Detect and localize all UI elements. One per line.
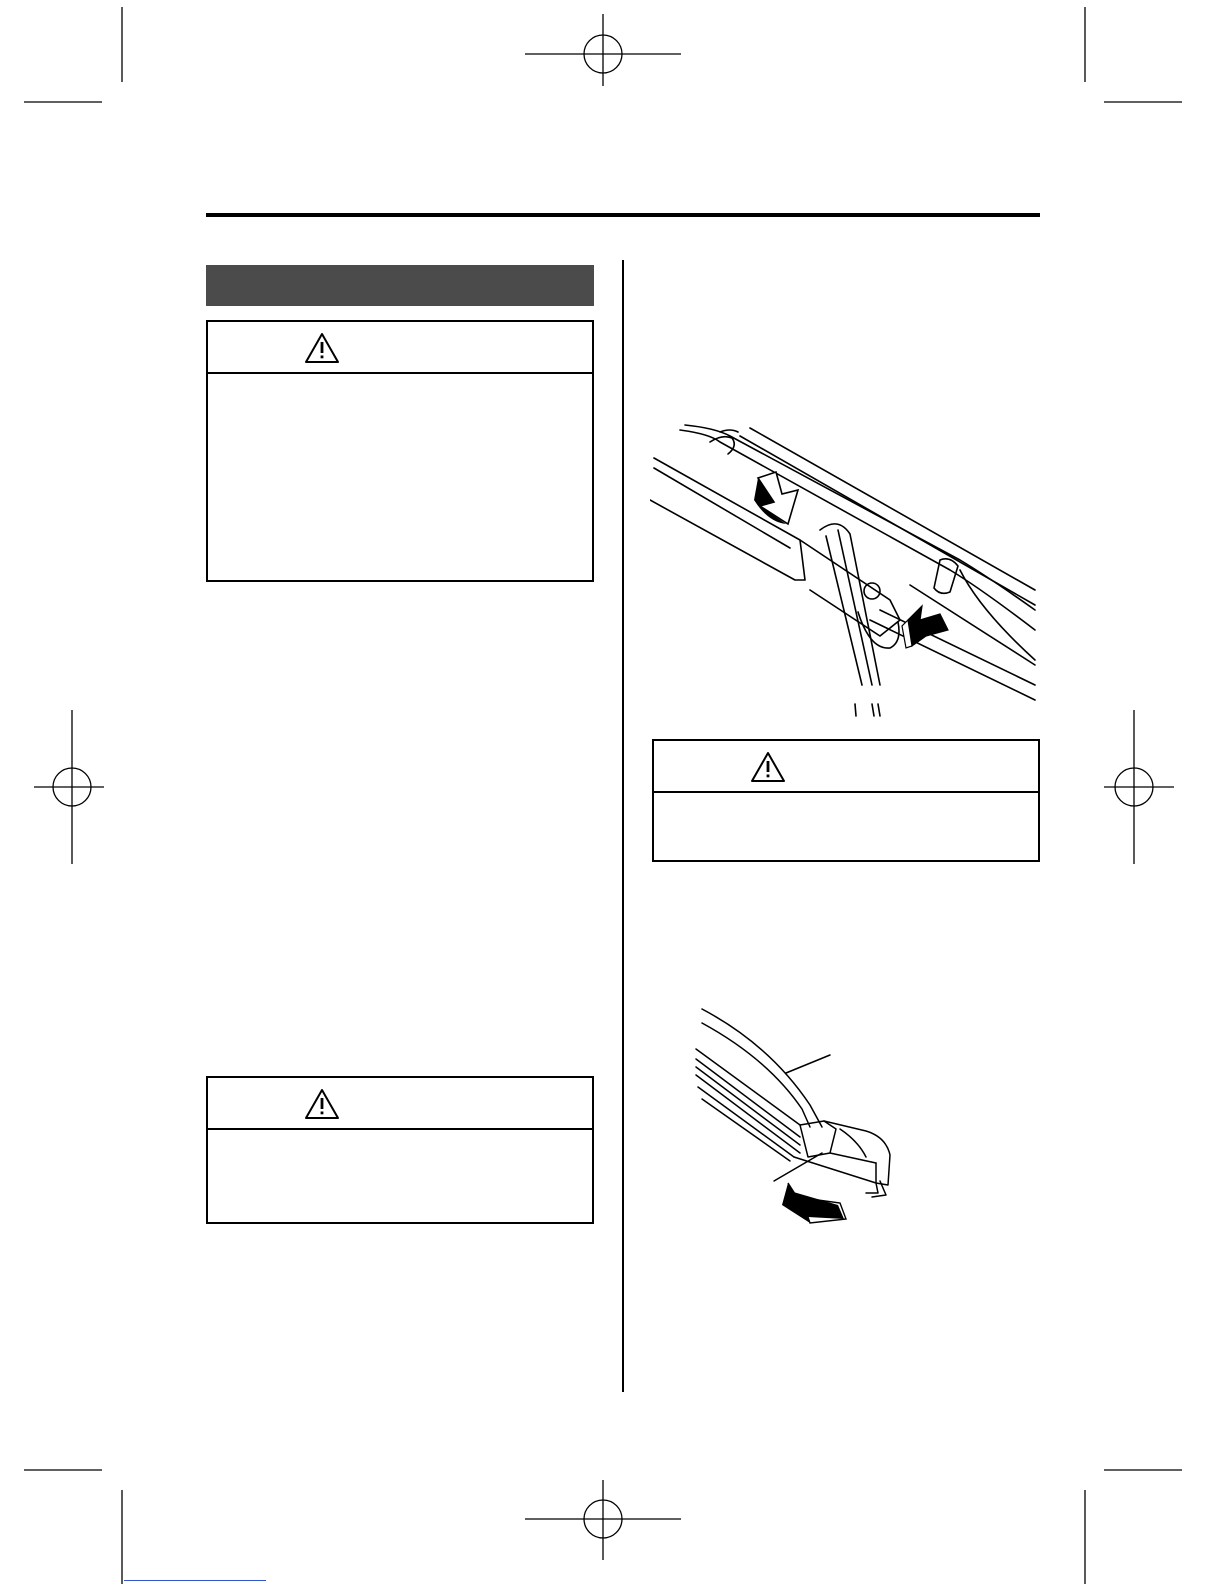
warning-box-1 — [206, 320, 594, 582]
warning-box-2 — [206, 1076, 594, 1224]
wiper-arm-illustration — [650, 420, 1040, 720]
warning-header — [208, 322, 592, 374]
section-heading-bar — [206, 265, 594, 306]
warning-header — [208, 1078, 592, 1130]
warning-box-3 — [652, 739, 1040, 862]
column-divider — [622, 260, 624, 1392]
warning-triangle-icon — [304, 1088, 340, 1120]
warning-triangle-icon — [750, 751, 786, 783]
bottom-link-underline — [124, 1580, 266, 1581]
warning-header — [654, 741, 1038, 793]
header-rule — [206, 213, 1040, 217]
wiper-blade-illustration — [690, 1005, 910, 1235]
warning-triangle-icon — [304, 332, 340, 364]
